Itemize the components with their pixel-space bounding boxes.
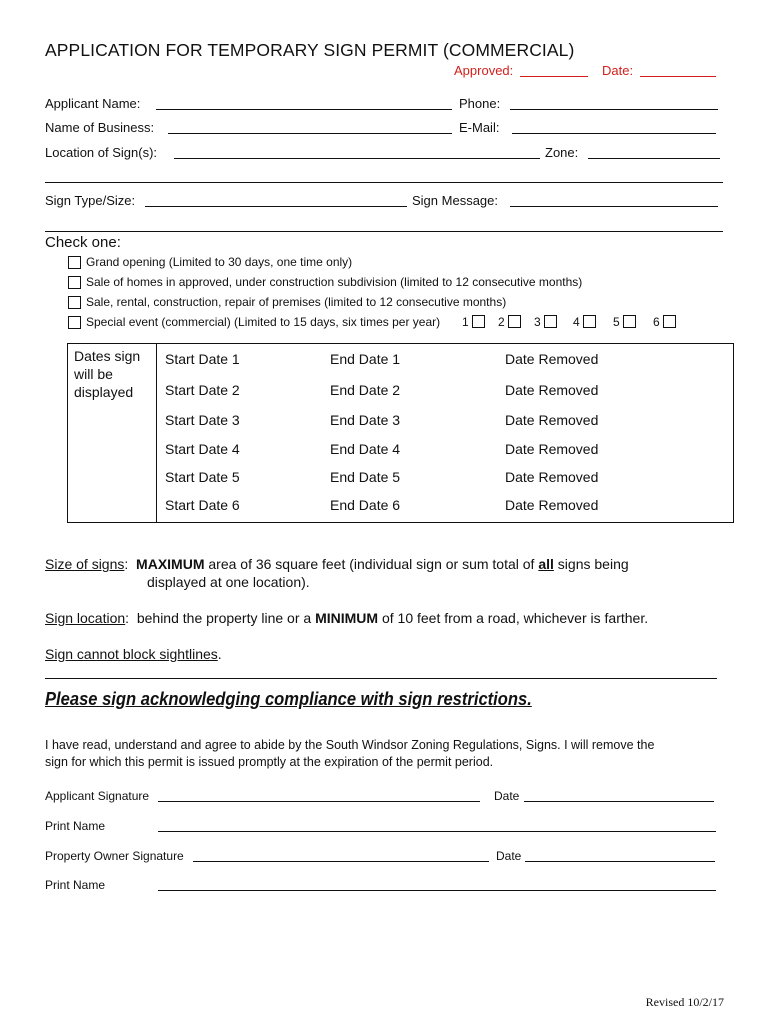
approval-stamp-area xyxy=(454,63,513,78)
sign-type-label: Sign Type/Size: xyxy=(45,193,136,208)
size-text-b: signs being xyxy=(553,556,629,572)
location-continuation-field[interactable] xyxy=(45,181,723,183)
count-option-2[interactable] xyxy=(498,315,521,329)
section-divider xyxy=(45,677,717,679)
all-text: all xyxy=(538,556,554,572)
checkbox[interactable] xyxy=(663,315,676,328)
sign-location-label: Sign location xyxy=(45,610,126,626)
option-special-event[interactable] xyxy=(68,315,440,329)
start-date-6[interactable]: Start Date 6 xyxy=(165,497,240,513)
count-label: 2 xyxy=(498,315,505,329)
end-date-5[interactable]: End Date 5 xyxy=(330,469,401,485)
count-label: 3 xyxy=(534,315,541,329)
owner-signature-label: Property Owner Signature xyxy=(45,849,184,863)
count-option-6[interactable] xyxy=(653,315,676,329)
end-date-1[interactable]: End Date 1 xyxy=(330,351,401,367)
sign-message-field[interactable] xyxy=(510,205,718,207)
checkbox[interactable] xyxy=(472,315,485,328)
acknowledgement-line-2: sign for which this permit is issued promptly at the expiration of the permit period. xyxy=(45,755,494,769)
approved-label: Approved: xyxy=(454,63,514,78)
zone-label: Zone: xyxy=(545,145,579,160)
maximum-text: MAXIMUM xyxy=(136,556,205,572)
phone-field[interactable] xyxy=(510,108,718,110)
count-label: 6 xyxy=(653,315,660,329)
approval-date-label: Date: xyxy=(602,63,634,78)
end-date-6[interactable]: End Date 6 xyxy=(330,497,401,513)
owner-print-name-field[interactable] xyxy=(158,889,716,891)
checkbox[interactable] xyxy=(508,315,521,328)
email-label: E-Mail: xyxy=(459,120,500,135)
owner-signature-field[interactable] xyxy=(193,860,489,862)
acknowledgement-line-1: I have read, understand and agree to abide by the South Windsor Zoning Regulations, Signs. I will remove the xyxy=(45,738,655,752)
checkbox[interactable] xyxy=(68,296,81,309)
dates-table-label: Dates sign will be displayed xyxy=(74,348,141,400)
applicant-date-label: Date xyxy=(494,789,520,803)
size-of-signs-continued: displayed at one location). xyxy=(147,574,310,590)
checkbox[interactable] xyxy=(68,276,81,289)
phone-label: Phone: xyxy=(459,96,501,111)
approval-date-field[interactable] xyxy=(640,75,716,77)
minimum-text: MINIMUM xyxy=(315,610,379,626)
option-sale-of-homes[interactable] xyxy=(68,275,582,289)
size-of-signs-label: Size of signs xyxy=(45,556,125,572)
sightlines-text: Sign cannot block sightlines xyxy=(45,646,218,662)
end-date-4[interactable]: End Date 4 xyxy=(330,441,401,457)
page-title: APPLICATION FOR TEMPORARY SIGN PERMIT (COMMERCIAL) xyxy=(45,40,575,60)
count-label: 4 xyxy=(573,315,580,329)
date-removed-5[interactable]: Date Removed xyxy=(505,469,599,485)
applicant-name-label: Applicant Name: xyxy=(45,96,141,111)
end-date-2[interactable]: End Date 2 xyxy=(330,382,401,398)
size-of-signs-rule xyxy=(45,556,629,572)
option-grand-opening[interactable] xyxy=(68,255,352,269)
checkbox[interactable] xyxy=(623,315,636,328)
location-text-b: of 10 feet from a road, whichever is farther. xyxy=(378,610,649,626)
start-date-2[interactable]: Start Date 2 xyxy=(165,382,240,398)
option-sale-rental[interactable] xyxy=(68,295,506,309)
sightlines-rule xyxy=(45,646,222,662)
check-one-label: Check one: xyxy=(45,234,121,251)
email-field[interactable] xyxy=(512,132,716,134)
date-removed-3[interactable]: Date Removed xyxy=(505,412,599,428)
size-prefix: : xyxy=(124,556,137,572)
sign-location-rule xyxy=(45,610,648,626)
owner-date-field[interactable] xyxy=(525,860,715,862)
checkbox[interactable] xyxy=(544,315,557,328)
location-text-a: : behind the property line or a xyxy=(125,610,316,626)
date-removed-1[interactable]: Date Removed xyxy=(505,351,599,367)
option-label: Special event (commercial) (Limited to 15 days, six times per year) xyxy=(86,315,441,329)
checkbox[interactable] xyxy=(68,256,81,269)
zone-field[interactable] xyxy=(588,157,720,159)
count-label: 5 xyxy=(613,315,620,329)
acknowledgement-heading: Please sign acknowledging compliance with sign restrictions. xyxy=(45,689,532,709)
business-name-field[interactable] xyxy=(168,132,452,134)
applicant-signature-label: Applicant Signature xyxy=(45,789,150,803)
applicant-name-field[interactable] xyxy=(156,108,452,110)
owner-print-name-label: Print Name xyxy=(45,878,106,892)
applicant-print-name-label: Print Name xyxy=(45,819,106,833)
business-name-label: Name of Business: xyxy=(45,120,155,135)
count-option-5[interactable] xyxy=(613,315,636,329)
option-label: Grand opening (Limited to 30 days, one time only) xyxy=(86,255,353,269)
count-option-3[interactable] xyxy=(534,315,557,329)
location-field[interactable] xyxy=(174,157,540,159)
date-removed-2[interactable]: Date Removed xyxy=(505,382,599,398)
applicant-date-field[interactable] xyxy=(524,800,714,802)
checkbox[interactable] xyxy=(68,316,81,329)
end-date-3[interactable]: End Date 3 xyxy=(330,412,401,428)
sign-message-continuation-field[interactable] xyxy=(45,230,723,232)
option-label: Sale, rental, construction, repair of premises (limited to 12 consecutive months) xyxy=(86,295,507,309)
location-label: Location of Sign(s): xyxy=(45,145,158,160)
start-date-5[interactable]: Start Date 5 xyxy=(165,469,240,485)
option-label: Sale of homes in approved, under construction subdivision (limited to 12 consecutive months) xyxy=(86,275,583,289)
applicant-print-name-field[interactable] xyxy=(158,830,716,832)
owner-date-label: Date xyxy=(496,849,522,863)
count-label: 1 xyxy=(462,315,469,329)
size-text-a: area of 36 square feet (individual sign or sum total of xyxy=(204,556,539,572)
applicant-signature-field[interactable] xyxy=(158,800,480,802)
count-option-4[interactable] xyxy=(573,315,596,329)
date-removed-4[interactable]: Date Removed xyxy=(505,441,599,457)
start-date-1[interactable]: Start Date 1 xyxy=(165,351,240,367)
approval-date-area xyxy=(602,63,633,78)
approved-field[interactable] xyxy=(520,75,588,77)
start-date-4[interactable]: Start Date 4 xyxy=(165,441,240,457)
date-removed-6[interactable]: Date Removed xyxy=(505,497,599,513)
start-date-3[interactable]: Start Date 3 xyxy=(165,412,240,428)
sign-type-field[interactable] xyxy=(145,205,407,207)
sightlines-end: . xyxy=(217,646,222,662)
sign-message-label: Sign Message: xyxy=(412,193,498,208)
dates-table xyxy=(67,343,734,523)
count-option-1[interactable] xyxy=(462,315,485,329)
revised-date: Revised 10/2/17 xyxy=(645,995,724,1009)
checkbox[interactable] xyxy=(583,315,596,328)
